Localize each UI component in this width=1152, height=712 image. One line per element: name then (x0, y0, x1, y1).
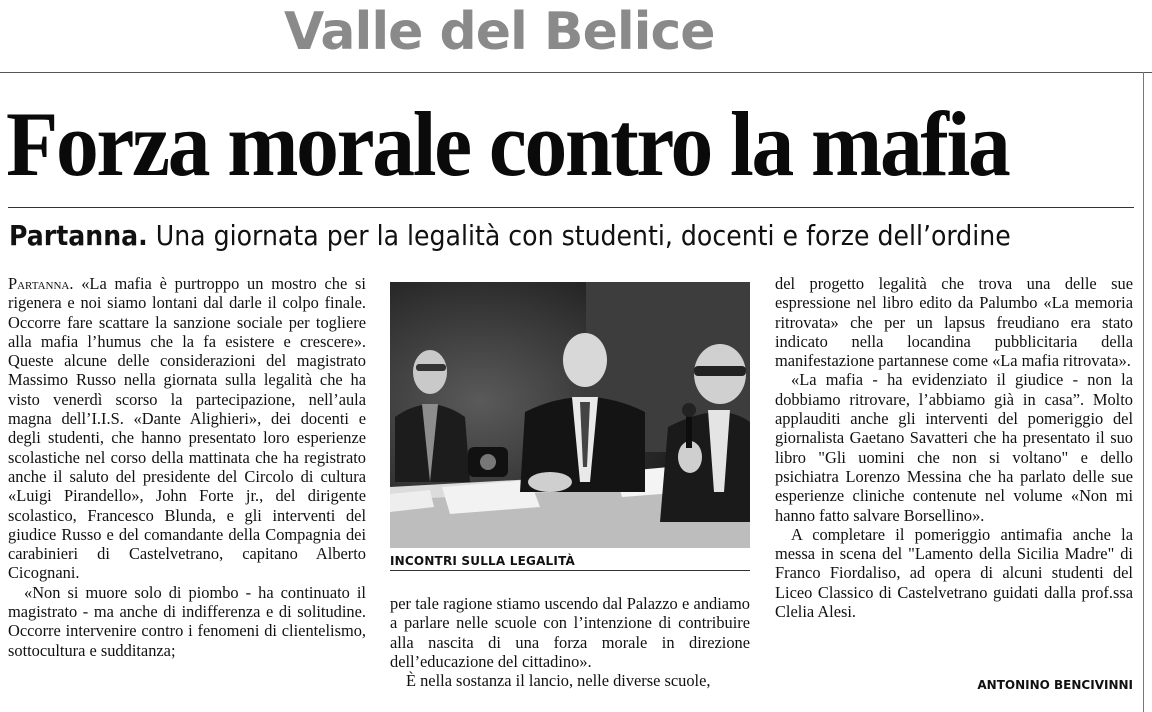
right-rule (1143, 72, 1144, 712)
article-photo (390, 282, 750, 548)
subtitle-text: Una giornata per la legalità con studenti, docenti e forze dell’ordine (155, 219, 1011, 252)
photo-caption: INCONTRI SULLA LEGALITÀ (390, 554, 576, 568)
dateline: Partanna. (8, 274, 74, 293)
subtitle (9, 216, 1011, 256)
article-paragraph: È nella sostanza il lancio, nelle diverse scuole, (406, 671, 711, 691)
article-paragraph: per tale ragione stiamo uscendo dal Palazzo e andiamo a parlare nelle scuole con l’intenzione di contribuire alla nascita di una forza morale in direzione dell’educazione del cittadino». (390, 594, 750, 671)
headline: Forza morale contro la mafia (6, 93, 1009, 195)
article-paragraph: «La mafia - ha evidenziato il giudice - non la dobbiamo ritrovare, l’abbiamo già in casa”. Molto applauditi anche gli interventi del pomeriggio del giornalista Gaetano Savatteri che ha presentato il suo libro "Gli uomini che non si voltano" e dello psichiatra Lorenzo Messina che ha parlato delle sue esperienze cliniche contenute nel volume «Non mi hanno fatto salvare Borsellino». (775, 370, 1133, 525)
author-signature: ANTONINO BENCIVINNI (977, 678, 1133, 692)
article-column-1 (8, 274, 366, 660)
article-paragraph: A completare il pomeriggio antimafia anche la messa in scena del "Lamento della Sicilia Madre" di Franco Fiordaliso, ad opera di alcuni studenti del Liceo Classico di Castelvetrano guidati dalla prof.ssa Clelia Alesi. (775, 524, 1133, 622)
subtitle-rule (8, 207, 1134, 208)
article-paragraph: «Non si muore solo di piombo - ha continuato il magistrato - ma anche di indifferenza e di solitudine. Occorre intervenire contro i fenomeni di clientelismo, sottocultura e sudditanza; (8, 582, 366, 660)
article-column-3 (775, 274, 1133, 621)
caption-rule (390, 570, 750, 571)
section-title: Valle del Belice (284, 2, 715, 62)
article-paragraph: del progetto legalità che trova una delle sue espressione nel libro edito da Palumbo «La memoria ritrovata» che per un lapsus freudiano era stato indicato nella locandina pubblicitaria della manifestazione partannese come «La mafia ritrovata». (775, 274, 1133, 371)
subtitle-lead: Partanna. (9, 219, 148, 252)
article-paragraph (8, 274, 366, 583)
top-rule (0, 72, 1152, 73)
photo-image (390, 282, 750, 548)
article-column-2 (390, 594, 750, 690)
article-text: «La mafia è purtroppo un mostro che si rigenera e noi siamo lontani dal darle il colpo finale. Occorre fare scattare la sanzione sociale per togliere alla mafia l’humus che la fa esistere e crescere». Queste alcune delle considerazioni del magistrato Massimo Russo nella giornata sulla legalità che ha visto venerdì scorso la partecipazione, nell’aula magna dell’I.I.S. «Dante Alighieri», dei docenti e degli studenti, che hanno presentato loro esperienze scolastiche nel corso della mattinata che ha registrato anche il saluto del presidente del Circolo di cultura «Luigi Pirandello», John Forte jr., del dirigente scolastico, Francesco Blunda, e gli interventi del giudice Russo e del comandante della Compagnia dei carabinieri di Castelvetrano, capitano Alberto Cicognani. (8, 274, 366, 583)
